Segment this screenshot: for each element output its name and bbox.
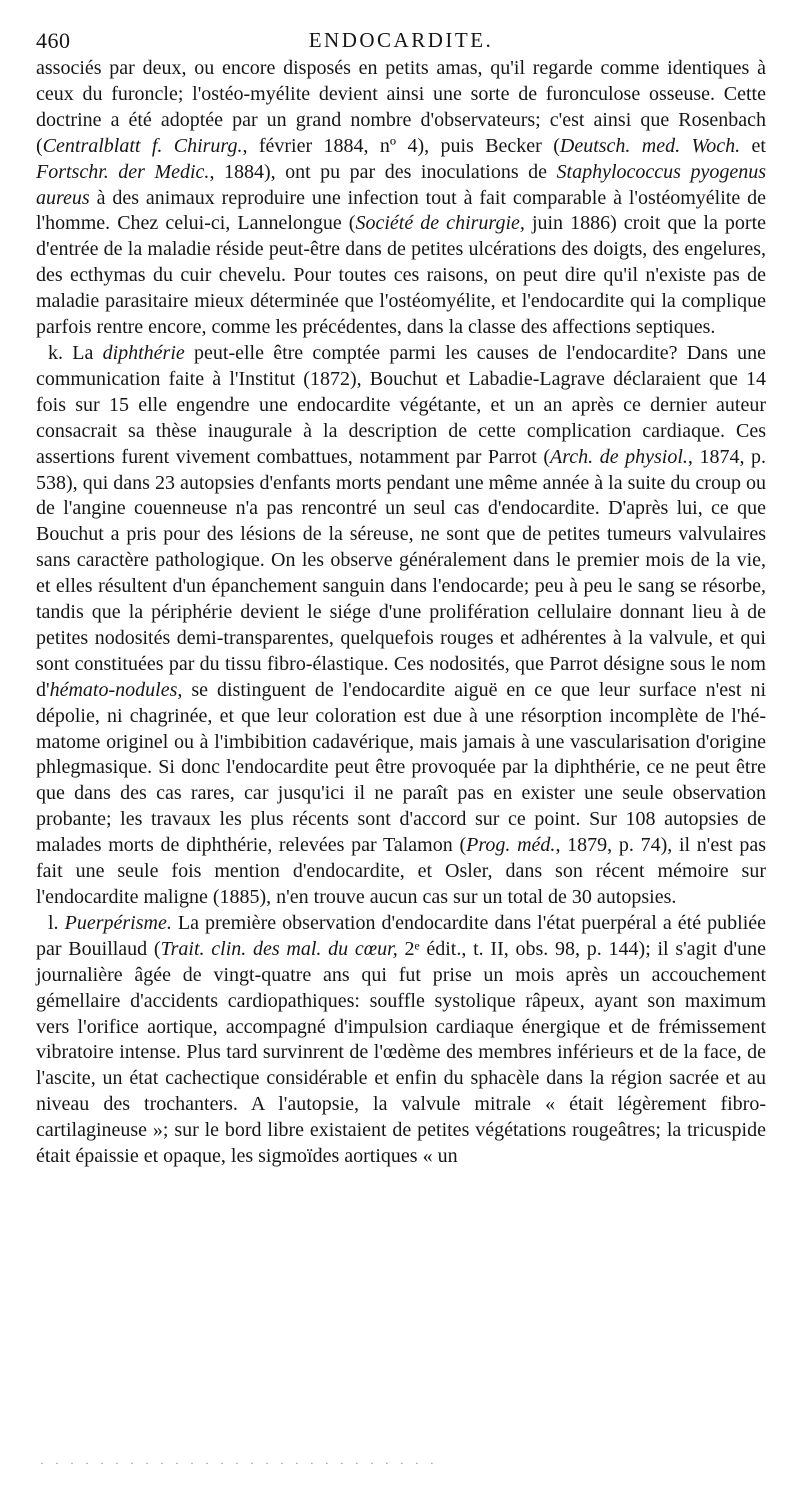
italic-reference: Arch. de physiol. bbox=[550, 445, 688, 468]
footer-dots: · · · · · · · · · · · · · · · · · · · · · · · · · · · bbox=[40, 1456, 438, 1470]
text-run: La première observation d'endocardite dans l'état puerpéral a été publiée par Bouillaud ( bbox=[36, 911, 766, 960]
text-run: , 1879, p. 74), il n'est pas fait une seule fois mention d'endocardite, et Osler, dans son récent mémoire sur l'endocardite maligne (1885), n'en trouve aucun cas sur un total de 30 autopsies. bbox=[36, 834, 767, 908]
text-run: peut-elle être comptée parmi les causes de l'endocardite? Dans une communication faite à l'Institut (1872), Bouchut et Labadie-Lagrave déclaraient que 14 fois sur 15 elle engendre une endocardite végétante, et un an après ce dernier auteur consacrait sa thèse inaugurale à la description de cette complication cardiaque. Ces assertions furent vivement combattues, notamment par Parrot ( bbox=[36, 341, 767, 468]
italic-reference: Centralblatt f. Chirurg. bbox=[42, 134, 243, 157]
italic-reference: Prog. méd. bbox=[466, 834, 556, 857]
text-run: l. bbox=[48, 911, 65, 934]
italic-reference: Staphylococcus pyogenus aureus bbox=[36, 160, 766, 209]
italic-reference: Trait. clin. des mal. du cœur, bbox=[160, 937, 398, 960]
paragraph-puerperism bbox=[36, 911, 766, 1170]
body-text bbox=[36, 56, 766, 1170]
paragraph-diphtheria bbox=[36, 341, 766, 911]
italic-reference: Deutsch. med. Woch. bbox=[559, 134, 741, 157]
running-title: ENDOCARDITE. bbox=[308, 28, 494, 52]
text-run: , février 1884, nº 4), puis Becker ( bbox=[242, 134, 560, 157]
text-run: 2ᵉ édit., t. II, obs. 98, p. 144); il s'agit d'une journalière âgée de vingt-quatre ans qui fut prise un mois après un accouchement gémellaire d'accidents cardiopathiques: souffle systolique râpeux, ayant son maximum vers l'orifice aortique, accompagné d'impulsion cardiaque énergique et de frémissement vibratoire intense. Plus tard survinrent de l'œdème des membres inférieurs et de la face, de l'ascite, un état cachectique considérable et enfin du sphacèle dans la région sacrée et au niveau des trochanters. A l'autopsie, la valvule mitrale « était légèrement fibro-cartilagineuse »; sur le bord libre existaient de petites végétations rougeâtres; la tricuspide était épaissie et opaque, les sigmoïdes aortiques « un bbox=[36, 937, 766, 1168]
italic-reference: Société de chirurgie, bbox=[355, 212, 525, 235]
italic-reference: diphthérie bbox=[102, 341, 185, 364]
paragraph-osteomyelitis bbox=[36, 56, 766, 341]
text-run: , 1874, p. 538), qui dans 23 autopsies d'enfants morts pendant une même année à la suite du croup ou de l'angine couenneuse n'a pas rencontré un seul cas d'endocardite. D'après lui, ce que Bouchut a pris pour des lésions de la séreuse, ne sont que de petites tumeurs valvulaires sans caractère pathologique. On les observe généralement dans le premier mois de la vie, et elles résultent d'un épanchement sanguin dans l'endocarde; peu à peu le sang se résorbe, tandis que la périphérie devient le siége d'une prolifération cellulaire donnant lieu à de petites nodosités demi-transparentes, quelquefois rouges et adhérentes à la valvule, et qui sont constituées par du tissu fibro-élastique. Ces nodosités, que Parrot désigne sous le nom d' bbox=[36, 445, 766, 701]
text-run: , 1884), ont pu par des inoculations de bbox=[209, 160, 557, 183]
page-header bbox=[36, 22, 766, 56]
text-run: et bbox=[740, 134, 766, 157]
page-number: 460 bbox=[36, 28, 71, 53]
text-run: se distinguent de l'endocardite aiguë en ce que leur surface n'est ni dépolie, ni chagrinée, et que leur coloration est due à une résorption incomplète de l'hématome originel ou à l'imbibition cadavérique, mais jamais à une vascularisation d'origine phlegmasique. Si donc l'endocardite peut être provoquée par la diphthérie, ce ne peut être que dans des cas rares, car jusqu'ici il ne paraît pas en exister une seule observation probante; les travaux les plus récents sont d'accord sur ce point. Sur 108 autopsies de malades morts de diphthérie, relevées par Talamon ( bbox=[36, 678, 766, 857]
italic-reference: Puerpérisme. bbox=[64, 911, 172, 934]
text-run: juin 1886) croit que la porte d'entrée de la maladie réside peut-être dans de petites ulcérations des doigts, des engelures, des ecthymas du cuir chevelu. Pour toutes ces raisons, on peut dire qu'il n'existe pas de maladie parasitaire mieux déterminée que l'ostéomyélite, et l'endocardite qui la complique parfois rentre encore, comme les précédentes, dans la classe des affections septiques. bbox=[36, 212, 767, 339]
italic-reference: Fortschr. der Medic. bbox=[36, 160, 210, 183]
text-run: k. La bbox=[48, 341, 103, 364]
text-run: associés par deux, ou encore disposés en petits amas, qu'il regarde comme identiques à ceux du furoncle; l'ostéo-myélite devient ainsi une sorte de furonculose osseuse. Cette doctrine a été adoptée par un grand nombre d'observateurs; c'est ainsi que Rosenbach ( bbox=[36, 57, 766, 157]
text-run: à des animaux reproduire une infection tout à fait comparable à l'ostéomyélite de l'homme. Chez celui-ci, Lannelongue ( bbox=[36, 186, 766, 235]
italic-reference: hémato-nodules, bbox=[49, 678, 183, 701]
